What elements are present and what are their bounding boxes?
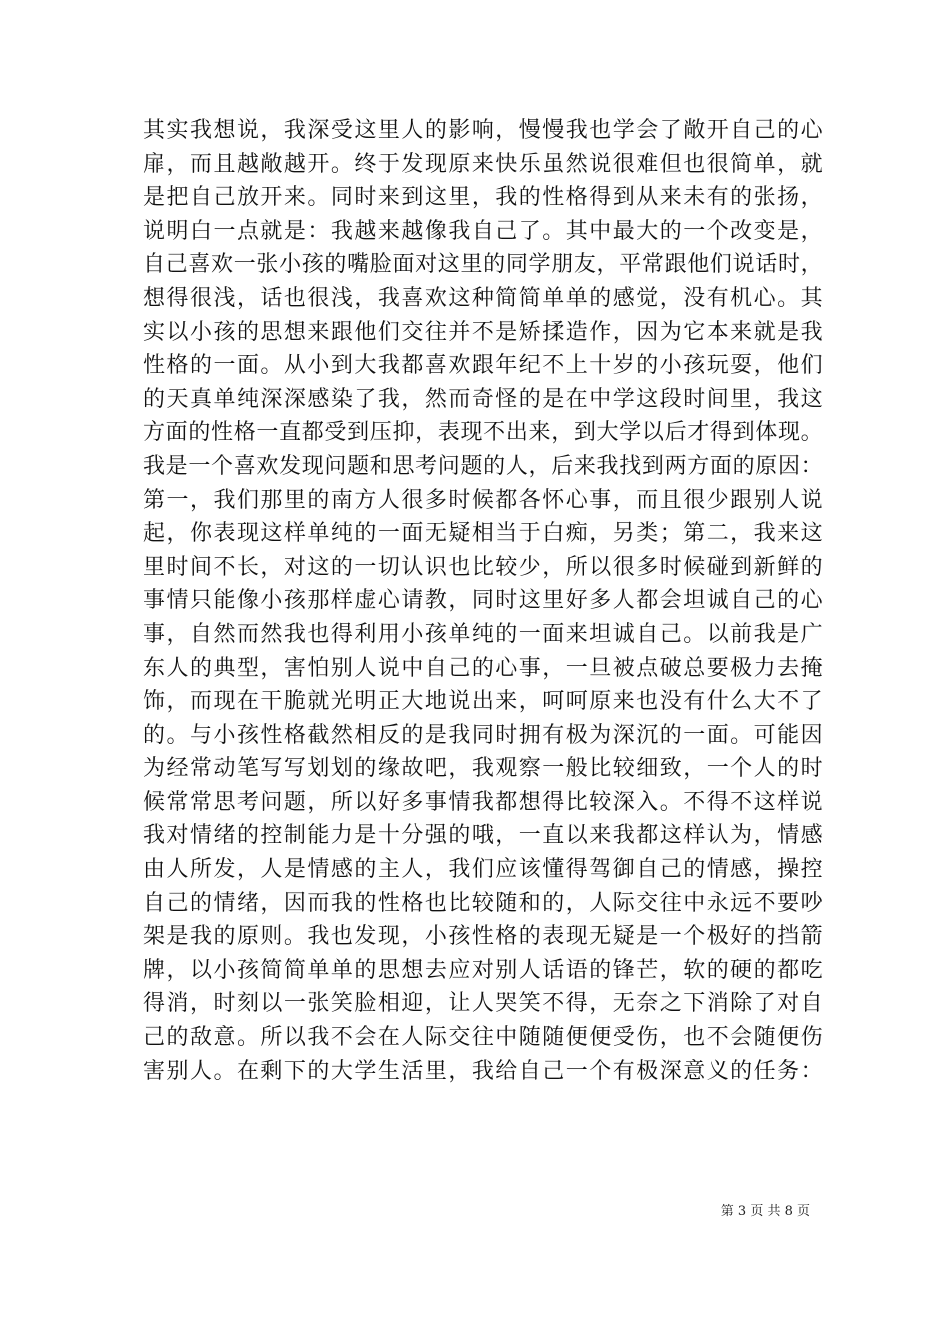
text-line: 其实我想说，我深受这里人的影响，慢慢我也学会了敞开自己的心 [143,118,823,143]
text-line: 候常常思考问题，所以好多事情我都想得比较深入。不得不这样说 [143,789,823,815]
text-line: 自己喜欢一张小孩的嘴脸面对这里的同学朋友，平常跟他们说话时， [143,252,823,278]
text-line: 扉，而且越敞越开。终于发现原来快乐虽然说很难但也很简单，就 [143,151,823,177]
text-line: 架是我的原则。我也发现，小孩性格的表现无疑是一个极好的挡箭 [143,924,823,950]
text-line: 里时间不长，对这的一切认识也比较少，所以很多时候碰到新鲜的 [143,554,823,580]
text-line: 害别人。在剩下的大学生活里，我给自己一个有极深意义的任务： [143,1058,823,1084]
text-line: 事情只能像小孩那样虚心请教，同时这里好多人都会坦诚自己的心 [143,588,823,614]
text-line: 起，你表现这样单纯的一面无疑相当于白痴，另类；第二，我来这 [143,521,823,547]
text-line: 为经常动笔写写划划的缘故吧，我观察一般比较细致，一个人的时 [143,756,823,782]
text-line: 的。与小孩性格截然相反的是我同时拥有极为深沉的一面。可能因 [143,722,823,748]
text-line: 是把自己放开来。同时来到这里，我的性格得到从来未有的张扬， [143,185,823,211]
text-line: 东人的典型，害怕别人说中自己的心事，一旦被点破总要极力去掩 [143,655,823,681]
text-line: 己的敌意。所以我不会在人际交往中随随便便受伤，也不会随便伤 [143,1025,823,1051]
text-line: 方面的性格一直都受到压抑，表现不出来，到大学以后才得到体现。 [143,420,823,446]
text-line: 实以小孩的思想来跟他们交往并不是矫揉造作，因为它本来就是我 [143,319,823,345]
text-line: 自己的情绪，因而我的性格也比较随和的，人际交往中永远不要吵 [143,890,823,916]
text-line: 第一，我们那里的南方人很多时候都各怀心事，而且很少跟别人说 [143,487,823,513]
body-text [143,114,823,1088]
text-line: 想得很浅，话也很浅，我喜欢这种简简单单的感觉，没有机心。其 [143,285,823,311]
text-line: 牌，以小孩简简单单的思想去应对别人话语的锋芒，软的硬的都吃 [143,957,823,983]
text-line: 性格的一面。从小到大我都喜欢跟年纪不上十岁的小孩玩耍，他们 [143,353,823,379]
text-line: 的天真单纯深深感染了我，然而奇怪的是在中学这段时间里，我这 [143,386,823,412]
text-line: 说明白一点就是：我越来越像我自己了。其中最大的一个改变是， [143,218,823,244]
text-line: 我对情绪的控制能力是十分强的哦，一直以来我都这样认为，情感 [143,823,823,849]
text-line: 事，自然而然我也得利用小孩单纯的一面来坦诚自己。以前我是广 [143,621,823,647]
text-line: 由人所发，人是情感的主人，我们应该懂得驾御自己的情感，操控 [143,857,823,883]
page-number-footer: 第 3 页 共 8 页 [720,1204,810,1219]
text-line: 得消，时刻以一张笑脸相迎，让人哭笑不得，无奈之下消除了对自 [143,991,823,1017]
text-line: 饰，而现在干脆就光明正大地说出来，呵呵原来也没有什么大不了 [143,689,823,715]
text-line: 我是一个喜欢发现问题和思考问题的人，后来我找到两方面的原因： [143,453,823,479]
